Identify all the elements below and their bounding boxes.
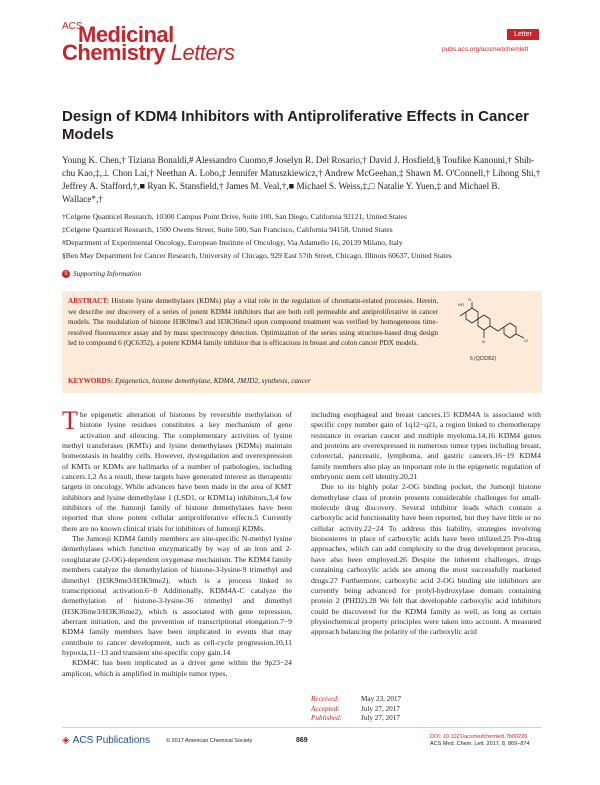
supporting-information-link[interactable] [62,270,141,278]
received-date [311,695,541,705]
affiliation-1: †Celgene Quanticel Research, 10300 Campus Point Drive, Suite 100, San Diego, California 92121, United States [62,212,407,221]
abstract-text [68,296,438,349]
keywords-list: Epigenetics, histone demethylase, KDM4, JMJD2, synthesis, cancer [113,377,311,385]
acs-logo-icon: ◈ [62,735,70,746]
drop-cap: T [62,406,78,435]
body-column-left [62,406,292,679]
affiliation-4: §Ben May Department for Cancer Research, University of Chicago, 929 East 57th Street, Chicago, Illinois 60637, United States [62,251,452,260]
body-column-right [311,410,541,638]
published-label: Published: [311,714,343,723]
published-date [311,714,541,724]
body-paragraph [62,406,292,534]
received-label: Received: [311,695,340,703]
accepted-date [311,705,541,715]
body-paragraph: KDM4C has been implicated as a driver gene within the 9p23−24 amplicon, which is amplified in multiple tumor types, [62,658,292,678]
publication-dates [311,695,541,724]
article-type-badge: Letter [507,29,539,40]
paragraph-text: he epigenetic alteration of histones by reversible methylation of histone lysine residues constitutes a key mechanism of gene activation and silencing. The complementary activities of lysine methyl transferases (KMTs) and lysine demethylases (KDMs) maintain homeostasis in healthy cells. However, dysregulation and overexpression of KMTs or KDMs are hallmarks of a number of pathologies, including cancers.1,2 As a result, these targets have generated interest as therapeutic targets in oncology. While advances have been made in the area of KMT inhibitors and lysine demethylase 1 (LSD1, or KDM1a) inhibitors,3,4 few inhibitors of the Jumonji family of histone demethylases have been reported that show potent cellular antiproliferative effects.5 Currently there are no known clinical trials for inhibitors of Jumonji KDMs. [62,410,292,533]
doi-link[interactable]: DOI: 10.1021/acsmedchemlett.7b00220 [430,734,528,740]
doi-citation [430,734,530,748]
journal-name-line2 [62,40,235,65]
author-list: Young K. Chen,† Tiziana Bonaldi,# Alessandro Cuomo,# Joselyn R. Del Rosario,† David J. Hosfield,§ Toufike Kanouni,† Shih-chu Kao,‡,⊥ Chon Lai,† Neethan A. Lobo,‡ Jennifer Matuszkiewicz,† Andrew McGeehan,‡ Shawn M. O'Connell,† Lihong Shi,† Jeffrey A. Stafford,†,■ Ryan K. Stansfield,† James M. Veal,†,■ Michael S. Weiss,‡,□ Natalie Y. Yuen,‡ and Michael B. Wallace*,† [62,155,541,204]
accepted-label: Accepted: [311,704,340,713]
svg-text:O: O [468,298,472,302]
svg-text:Cl: Cl [524,338,528,343]
abstract-label: ABSTRACT: [68,297,110,305]
svg-text:HO: HO [458,302,464,307]
journal-name [62,22,235,65]
citation-line: ACS Med. Chem. Lett. 2017, 8, 869−874 [430,741,530,747]
journal-name-letters: Letters [170,40,235,65]
body-paragraph: The Jumonji KDM4 family members are site-specific N-methyl lysine demethylases which function enzymatically by way of an iron and 2-oxoglutarate (2-OG)-dependent oxygenase mechanism. The KDM4 family members catalyze the demethylation of histone-3-lysine-9 trimethyl and dimethyl (H3K9me3/H3K9me2), which is a process linked to transcriptional activation.6−8 Additionally, KDM4A-C catalyze the demethylation of histone-3-lysine-36 trimethyl and dimethyl (H3K36me3/H3K36me2), which is associated with gene repression, aberrant initiation, and the prevention of transcriptional elongation.7−9 KDM4 family members have been implicated in events that may contribute to cancer development, such as cell-cycle progression,10,11 hypoxia,11−13 and transient site-specific copy gain.14 [62,534,292,657]
received-value: May 23, 2017 [361,695,402,703]
published-value: July 27, 2017 [361,714,400,723]
copyright-notice: © 2017 American Chemical Society [166,738,253,744]
affiliation-3: #Department of Experimental Oncology, European Institute of Oncology, Via Adamello 16, 20139 Milano, Italy [62,238,403,247]
journal-name-chemistry: Chemistry [62,40,171,65]
toc-compound-label: 6 (QC6352) [470,356,497,362]
article-title: Design of KDM4 Inhibitors with Antiproliferative Effects in Cancer Models [62,108,529,143]
journal-name-line1: Medicinal [78,22,174,47]
journal-acs-prefix: ACS [62,21,83,32]
acs-publications-logo[interactable] [62,735,150,746]
toc-structure-graphic [444,298,534,354]
body-paragraph: Due to its highly polar 2-OG binding pocket, the Jumonji histone demethylase class of protein presents considerable challenges for small-molecule drug discovery. Several inhibitor leads which contain a carboxylic acid functionality have been reported, but they have little or no cellular activity.22−24 To address this liability, strategies involving bioisosteres in place of carboxylic acids have been utilized.25 Pro-drug approaches, which can add complexity to the drug development process, have also been employed.26 Despite the inherent challenges, drugs containing carboxylic acids are among the most successfully marketed drugs.27 Furthermore, carboxylic acid 2-OG binding site inhibitors are currently being advanced for prolyl-hydroxylase domain containing protein 2 (PHD2).28 We felt that developable carboxylic acid inhibitors could be discovered for the KDM4 family as well, as long as certain physiochemical property principles were taken into account. A measured approach balancing the polarity of the carboxylic acid [311,482,541,637]
keywords [68,377,538,385]
supporting-info-label: Supporting Information [73,270,142,278]
journal-url-link[interactable]: pubs.acs.org/acsmedchemlett [442,46,529,53]
supporting-info-icon: S [62,270,70,278]
svg-text:N: N [482,339,485,344]
acs-publications-label: ACS Publications [72,735,150,746]
body-paragraph: including esophageal and breast cancers.15 KDM4A is associated with specific copy number gain of 1q12−q21, a region linked to chemotherapy resistance in ovarian cancer and multiple myeloma.14,16 KDM4 genes and proteins are overexpressed in numerous tumor types including breast, colorectal, pancreatic, lymphoma, and gastric cancers.16−19 KDM4 family members also play an important role in the epigenetic regulation of embryonic stem cell identity.20,21 [311,410,541,482]
affiliation-2: ‡Celgene Quanticel Research, 1500 Owens Street, Suite 500, San Francisco, California 94158, United States [62,225,393,234]
abstract-body: Histone lysine demethylases (KDMs) play a vital role in the regulation of chromatin-related processes. Herein, we describe our discovery of a series of potent KDM4 inhibitors that are both cell permeable and antiproliferative in cancer models. The modulation of histone H3K9me3 and H3K36me3 upon compound treatment was verified by homogeneous time-resolved fluorescence assay and by mass spectroscopy detection. Optimization of the series using structure-based drug design led to compound 6 (QC6352), a potent KDM4 family inhibitor that is efficacious in breast and colon cancer PDX models. [68,297,438,348]
page-number: 869 [296,737,308,744]
accepted-value: July 27, 2017 [361,704,400,713]
footer-divider [62,727,542,728]
keywords-label: KEYWORDS: [68,377,114,385]
